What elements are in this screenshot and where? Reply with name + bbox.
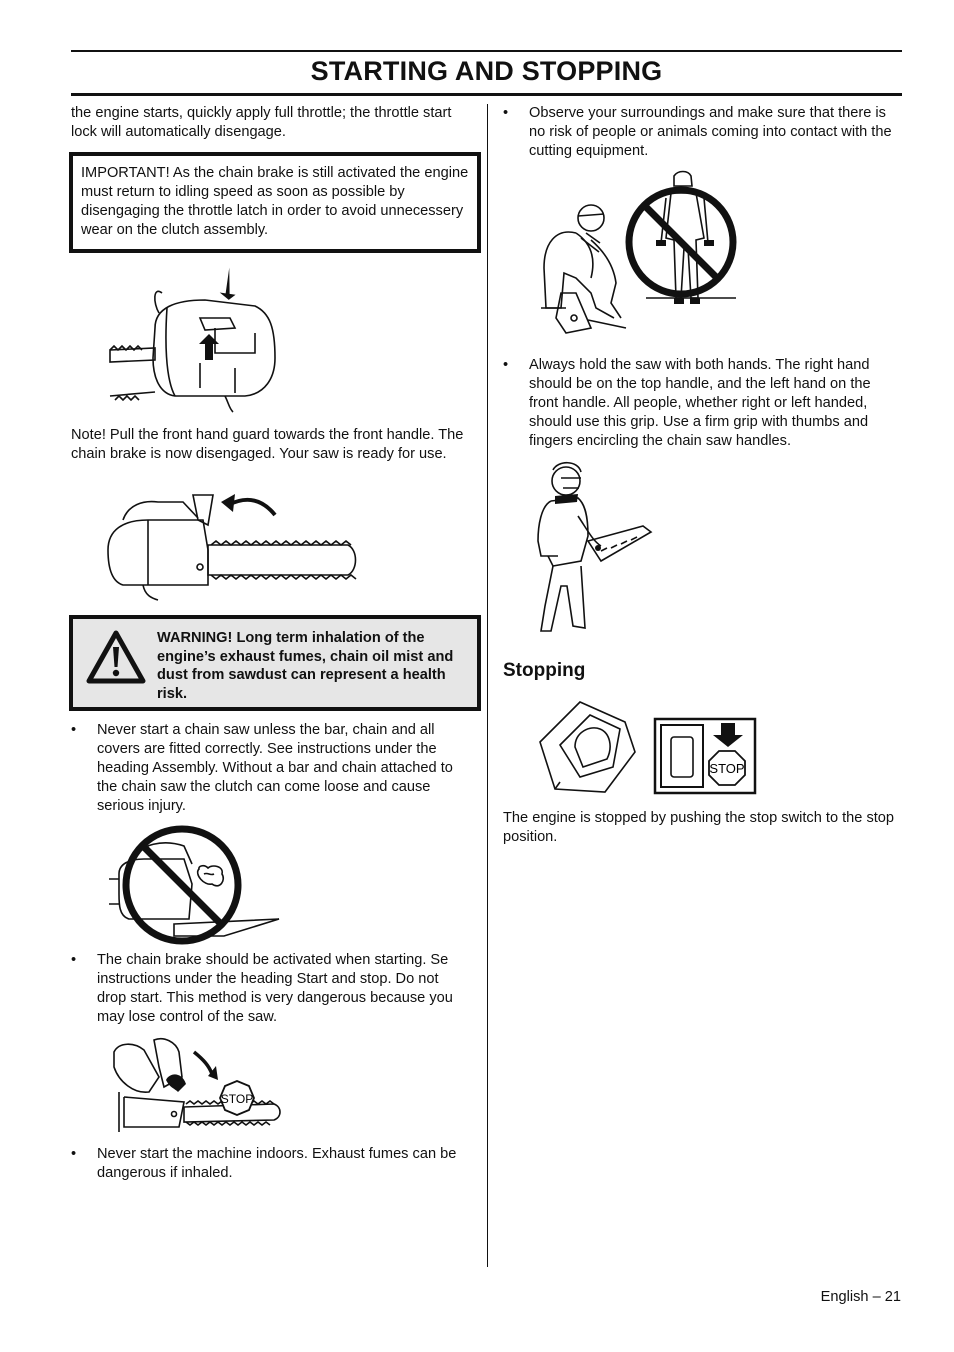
list-item-text: The chain brake should be activated when starting. Se instructions under the heading Start and stop. Do not drop start. This method is very dangerous because you may lose control of the saw. xyxy=(97,952,453,1025)
warning-triangle-icon xyxy=(85,629,147,685)
important-notice-text: IMPORTANT! As the chain brake is still activated the engine must return to idling speed as soon as possible by disengaging the throttle latch in order to avoid unnecessery wear on the clutch assembly. xyxy=(81,165,469,238)
bullet-marker: • xyxy=(71,722,77,738)
chain-brake-stop-illustration xyxy=(104,1032,284,1138)
list-item-text: Never start a chain saw unless the bar, chain and all covers are fitted correctly. See instructions under the heading Assembly. Without a bar and chain attached to the chain saw the clutch can come loose and cause serious injury. xyxy=(97,722,453,814)
page-title: STARTING AND STOPPING xyxy=(310,56,663,86)
warning-text: WARNING! Long term inhalation of the engine’s exhaust fumes, chain oil mist and dust from sawdust can represent a health risk. xyxy=(157,630,454,702)
header-top-rule xyxy=(71,50,902,52)
bystander-prohibition-illustration xyxy=(536,168,741,340)
important-notice-box xyxy=(69,152,481,253)
list-item-text: Always hold the saw with both hands. The right hand should be on the top handle, and the left hand on the front handle. All people, whether right or left handed, should use this grip. Use a firm grip with thumbs and fingers encircling the chain saw handles. xyxy=(529,357,871,449)
warning-box xyxy=(69,615,481,711)
saw-throttle-illustration xyxy=(105,268,285,418)
bullet-marker: • xyxy=(71,1146,77,1162)
stop-switch-illustration xyxy=(535,697,760,800)
intro-paragraph: the engine starts, quickly apply full throttle; the throttle start lock will automatically disengage. xyxy=(71,105,452,140)
two-hand-grip-illustration xyxy=(533,456,658,641)
stop-sign-label: STOP xyxy=(709,761,745,776)
bullet-marker: • xyxy=(71,952,77,968)
stopping-paragraph: The engine is stopped by pushing the stop switch to the stop position. xyxy=(503,810,895,845)
hand-guard-illustration xyxy=(103,490,363,605)
no-bar-prohibition-illustration xyxy=(104,824,284,948)
stop-sign-label: STOP xyxy=(220,1092,254,1106)
column-divider xyxy=(487,104,488,1267)
bullet-marker: • xyxy=(503,105,509,121)
page-footer: English – 21 xyxy=(820,1289,901,1305)
header-bottom-rule xyxy=(71,93,902,96)
note-paragraph: Note! Pull the front hand guard towards the front handle. The chain brake is now disengaged. Your saw is ready for use. xyxy=(71,427,464,462)
list-item-text: Never start the machine indoors. Exhaust fumes can be dangerous if inhaled. xyxy=(97,1146,457,1181)
stopping-heading: Stopping xyxy=(503,660,586,681)
bullet-marker: • xyxy=(503,357,509,373)
list-item-text: Observe your surroundings and make sure that there is no risk of people or animals coming into contact with the cutting equipment. xyxy=(529,105,892,159)
